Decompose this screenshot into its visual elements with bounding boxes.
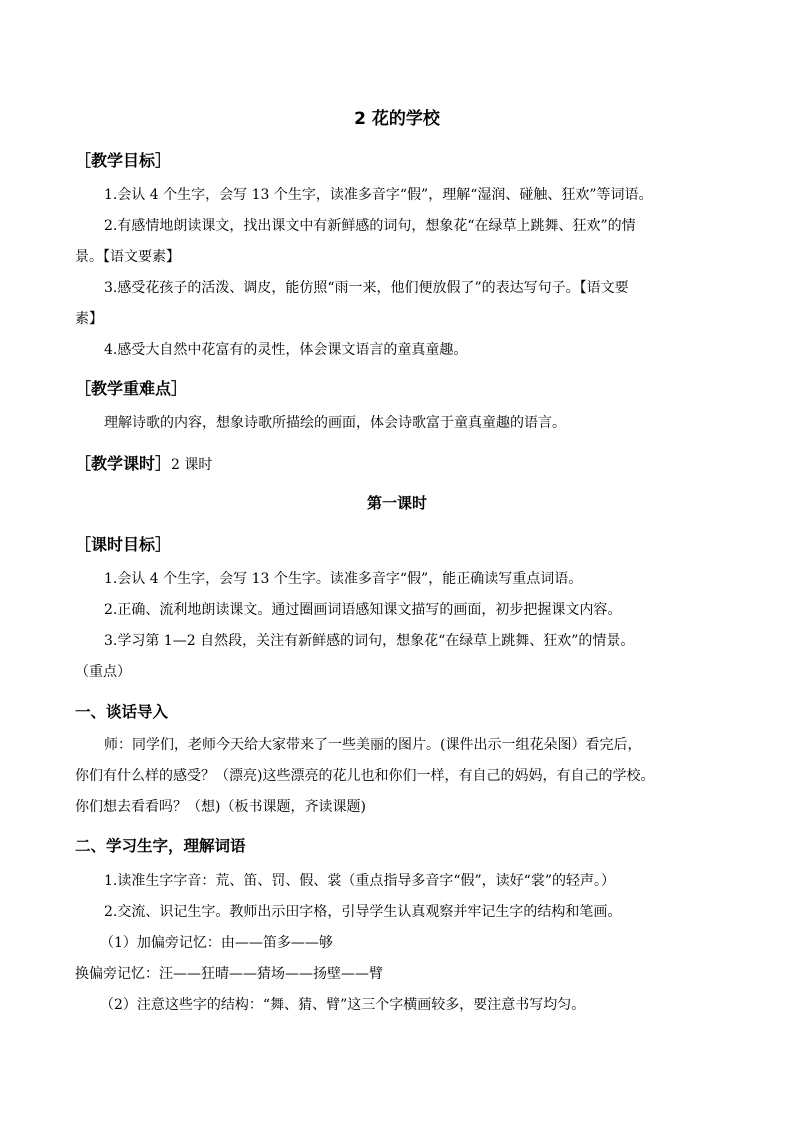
part2-line-3: （1）加偏旁记忆：由——笛多——够	[100, 935, 333, 951]
goal-item-3: 3.感受花孩子的活泼、调皮，能仿照“雨一来，他们便放假了”的表达写句子。【语文要	[104, 280, 629, 296]
part2-line-2: 2.交流、识记生字。教师出示田字格，引导学生认真观察并牢记生字的结构和笔画。	[104, 904, 622, 920]
goal-item-1: 1.会认 4 个生字，会写 13 个生字，读准多音字“假”，理解“湿润、碰触、狂欢”等词语。	[104, 187, 653, 203]
part1-line-3: 你们想去看看吗？（想)（板书课题，齐读课题)	[75, 799, 366, 815]
part1-heading: 一、谈话导入	[75, 703, 169, 721]
class-hours-label: ［教学课时］	[75, 454, 172, 473]
lesson1-goals-list	[75, 564, 725, 688]
key-points-text: 理解诗歌的内容，想象诗歌所描绘的画面，体会诗歌富于童真童趣的语言。	[104, 415, 566, 431]
lesson-title: 2 花的学校	[354, 109, 440, 129]
key-points-heading: ［教学重难点］	[75, 379, 188, 398]
class-hours-heading	[75, 451, 212, 474]
goal-item-3-cont: 素】	[75, 311, 103, 327]
lesson1-goals-heading: ［课时目标］	[75, 535, 172, 554]
part2-line-1: 1.读准生字字音：荒、笛、罚、假、裳（重点指导多音字“假”，读好“裳”的轻声。）	[104, 873, 615, 889]
class-hours-value: 2 课时	[171, 457, 213, 473]
part2-line-4: 换偏旁记忆：汪——狂晴——猜场——扬壁——臂	[75, 966, 383, 982]
lesson1-goal-3-cont: （重点）	[75, 664, 131, 680]
teaching-goals-list	[75, 180, 725, 366]
lesson1-goal-2: 2.正确、流利地朗读课文。通过圈画词语感知课文描写的画面，初步把握课文内容。	[104, 602, 622, 618]
lesson1-title: 第一课时	[366, 494, 427, 512]
lesson1-goal-1: 1.会认 4 个生字，会写 13 个生字。读准多音字“假”，能正确读写重点词语。	[104, 571, 583, 587]
goal-item-2-cont: 景。【语文要素】	[75, 249, 180, 265]
part1-body	[75, 730, 725, 823]
goal-item-4: 4.感受大自然中花富有的灵性，体会课文语言的童真童趣。	[104, 342, 468, 358]
part2-line-5: （2）注意这些字的结构：“舞、猜、臂”这三个字横画较多，要注意书写均匀。	[100, 997, 586, 1013]
teaching-goals-heading: ［教学目标］	[75, 151, 172, 170]
goal-item-2: 2.有感情地朗读课文，找出课文中有新鲜感的词句，想象花“在绿草上跳舞、狂欢”的情	[104, 218, 636, 234]
part2-heading: 二、学习生字，理解词语	[75, 837, 246, 855]
part2-body	[75, 866, 725, 1021]
part1-line-2: 你们有什么样的感受？（漂亮)这些漂亮的花儿也和你们一样，有自己的妈妈，有自己的学校。	[75, 768, 655, 784]
part1-line-1: 师：同学们，老师今天给大家带来了一些美丽的图片。(课件出示一组花朵图）看完后，	[104, 737, 642, 753]
lesson1-goal-3: 3.学习第 1—2 自然段，关注有新鲜感的词句，想象花“在绿草上跳舞、狂欢”的情景。	[104, 633, 635, 649]
